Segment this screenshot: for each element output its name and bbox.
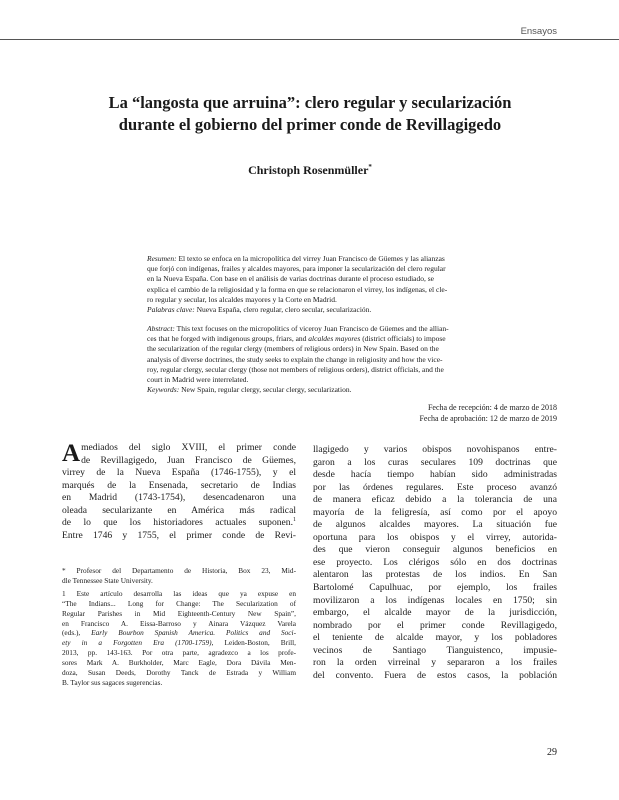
abstract-line: Abstract: This text focuses on the micropolitics of viceroy Juan Francisco de Güemes and the allian- [147,324,449,333]
abstract-line: ces that he forged with indigenous groups, friars, and alcaldes mayores (district officials) to impose [147,334,446,344]
abstract-line: analysis of diverse doctrines, the study seeks to explain the change in religiosity and how the vice- [147,354,443,364]
author-name: Christoph Rosenmüller [248,163,369,177]
title-line-2: durante el gobierno del primer conde de Revillagigedo [118,115,502,134]
drop-cap: A [62,440,81,467]
body-line: llagigedo y varios obispos novohispanos entre- [313,444,557,455]
body-line: de manera eficaz debido a la tolerancia de una [313,494,557,506]
footnote-line: en Francisco A. Eissa-Barroso y Ainara Vázquez Varela [62,618,296,628]
footnote-line: * Profesor del Departamento de Historia, Box 23, Mid- [62,566,296,575]
footnote-line: Regular Parishes in Mid Eighteenth-Century New Spain”, [62,608,296,618]
abstract-line: roy, regular clergy, secular clergy (those not members of religious orders), district officials, and the [147,364,444,374]
body-line: alentaron las protestas de los indios. En San [313,569,557,581]
body-line: A mediados del siglo XVIII, el primer conde [62,440,296,467]
footnote-line: “The Indians... Long for Change: The Secularization of [62,598,296,608]
page-number: 29 [547,747,557,758]
keywords: Keywords: New Spain, regular clergy, secular clergy, secularization. [147,385,352,395]
resumen-label: Resumen: [147,254,177,263]
body-column-right [313,444,557,682]
body-line: nombrado por el primer conde Revillagigedo, [313,619,557,631]
abstract-label: Abstract: [147,324,175,333]
footnote-line: sores Mark A. Burkholder, Marc Eagle, Dora Dávila Men- [62,658,296,668]
body-line: de algunos alcaldes mayores. La situación fue [313,519,557,531]
body-line: Bartolomé Capulhuac, por ejemplo, los frailes [313,582,557,594]
body-line: de Revillagigedo, Juan Francisco de Güemes, [81,454,296,466]
resumen-line: en la Nueva España. Con base en el análisis de varias doctrinas durante el proceso estudiado, se [147,274,434,284]
body-line: Entre 1746 y 1755, el primer conde de Revi- [62,529,296,541]
author [70,163,550,178]
dates [419,402,557,424]
footnote-line: (eds.), Early Bourbon Spanish America. Politics and Soci- [62,628,297,638]
section-label: Ensayos [520,26,557,37]
body-line: por las órdenes regulares. Este proceso avanzó [313,481,557,493]
body-line: movilizaron a los indígenas locales en 1750; sin [313,594,557,606]
palabras-clave-label: Palabras clave: [147,305,195,315]
body-line: ese proyecto. Los clérigos sólo en dos doctrinas [313,556,557,568]
palabras-clave: Palabras clave: Nueva España, clero regular, clero secular, secularización. [147,305,372,315]
body-line: de lo que los historiadores actuales suponen.$^1$ [62,517,296,529]
resumen-line: explica el cambio de la religiosidad y la forma en que se relacionaron el virrey, los indígenas, el cle- [147,284,448,294]
received-date: Fecha de recepción: 4 de marzo de 2018 [427,403,557,412]
footnote-line: B. Taylor sus sagaces sugerencias. [62,677,163,687]
body-line: virrey de la Nueva España (1746-1755), y el [62,467,296,479]
body-line: desde hacía tiempo habían sido administradas [313,469,557,481]
footnotes [62,566,296,688]
body-line: del convento. Fuera de estos casos, la población [313,669,557,681]
resumen-line: ro regular y secular, los alcaldes mayores y la Corte en Madrid. [147,294,337,304]
body-line: en Madrid (1743-1754), desencadenaron una [62,492,296,504]
abstract-line: court in Madrid were interrelated. [147,375,249,385]
title-line-1: La “langosta que arruina”: clero regular y secularización [108,93,512,112]
body-line: el teniente de alcalde mayor, y los pobladores [313,632,557,644]
body-column-left [62,442,296,542]
author-footnote-mark: * [368,163,372,171]
header-rule [0,39,619,40]
body-line: marqués de la Ensenada, secretario de Indias [62,479,296,491]
body-line: ron la orden virreinal y separaron a los frailes [313,657,557,669]
resumen-line: Resumen: El texto se enfoca en la micropolítica del virrey Juan Francisco de Güemes y las alianzas [147,254,445,263]
footnote-line: 2013, pp. 143-163. Por otra parte, agradezco a los profe- [62,648,296,658]
keywords-label: Keywords: [147,385,180,395]
approved-date: Fecha de aprobación: 12 de marzo de 2019 [419,414,557,423]
abstract-line: the secularization of the regular clergy (members of religious orders) in New Spain. Based on the [147,344,439,354]
body-line: embargo, el alcalde mayor de la jurisdicción, [313,607,557,619]
body-line: garon a los curas seculares 109 doctrinas que [313,456,557,468]
body-line: vecinos de Santiago Tianguistenco, impusie- [313,644,557,656]
body-line: mayoría de la feligresía, así como por el apoyo [313,506,557,518]
article-title [70,92,550,136]
footnote-line: dle Tennessee State University. [62,575,153,585]
footnote-ref: 1 [293,517,296,524]
footnote-line: ety in a Forgotten Era (1700-1759), Leiden-Boston, Brill, [62,638,296,648]
resumen-line: que forjó con indígenas, frailes y alcaldes mayores, para imponer la secularización del clero regular [147,264,446,274]
body-line: oportuna para los obispos y el virrey, autorida- [313,531,557,543]
footnote-line: doza, Susan Deeds, Dorothy Tanck de Estrada y William [62,668,296,678]
abstract [147,324,557,395]
resumen [147,254,557,315]
body-line: oleada secularizante en América más radical [62,504,296,516]
body-line: des que vieron conseguir algunos beneficios en [313,544,557,556]
footnote-line: 1 Este artículo desarrolla las ideas que ya expuse en [62,588,296,598]
